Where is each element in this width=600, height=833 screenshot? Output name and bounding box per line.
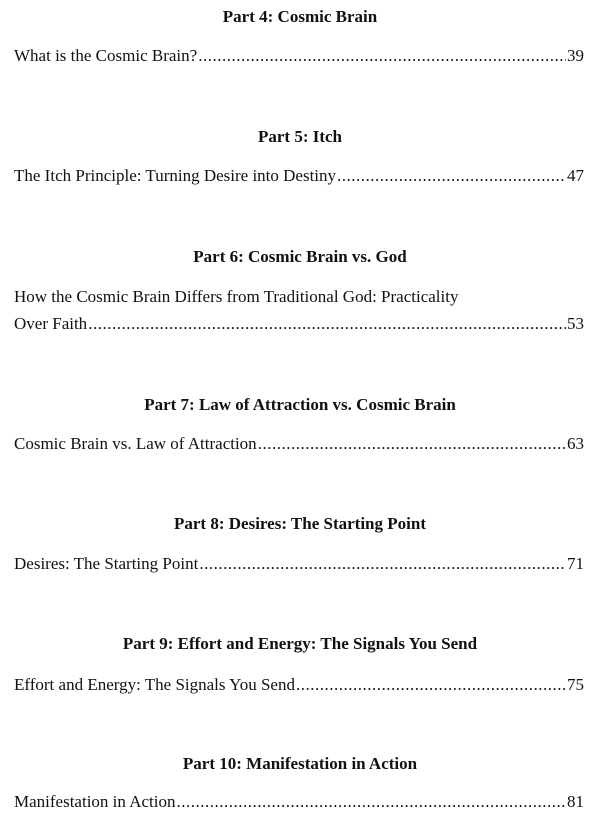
toc-entry-part-10[interactable] — [14, 792, 584, 812]
leader-dots — [337, 166, 566, 186]
part-6-heading: Part 6: Cosmic Brain vs. God — [193, 247, 407, 266]
toc-entry-part-8[interactable] — [14, 554, 584, 574]
toc-entry-page-number: 81 — [567, 792, 584, 811]
toc-entry-title: Manifestation in Action — [14, 792, 176, 811]
part-7-heading: Part 7: Law of Attraction vs. Cosmic Brain — [144, 395, 456, 414]
part-8-heading: Part 8: Desires: The Starting Point — [174, 514, 426, 533]
toc-entry-part-9[interactable] — [14, 675, 584, 695]
toc-entry-part-7[interactable] — [14, 434, 584, 454]
leader-dots — [199, 554, 566, 574]
toc-entry-part-6[interactable] — [14, 287, 584, 334]
toc-entry-title-line-1: How the Cosmic Brain Differs from Traditional God: Practicality — [14, 287, 459, 306]
part-5-heading: Part 5: Itch — [257, 127, 343, 146]
part-9-heading: Part 9: Effort and Energy: The Signals You Send — [122, 634, 478, 653]
toc-entry-page-number: 63 — [567, 434, 584, 453]
leader-dots — [258, 434, 566, 454]
leader-dots — [88, 314, 566, 334]
part-10-heading: Part 10: Manifestation in Action — [182, 754, 418, 773]
leader-dots — [198, 46, 566, 66]
toc-entry-title: The Itch Principle: Turning Desire into Destiny — [14, 166, 337, 185]
toc-entry-title: Over Faith — [14, 314, 88, 333]
leader-dots — [176, 792, 566, 812]
toc-entry-page-number: 75 — [567, 675, 584, 694]
toc-entry-page-number: 47 — [567, 166, 584, 185]
toc-entry-page-number: 39 — [567, 46, 584, 65]
toc-entry-title: Cosmic Brain vs. Law of Attraction — [14, 434, 257, 453]
toc-entry-title: Effort and Energy: The Signals You Send — [14, 675, 295, 694]
part-4-heading: Part 4: Cosmic Brain — [222, 7, 378, 26]
toc-entry-title: What is the Cosmic Brain? — [14, 46, 198, 65]
toc-entry-part-4[interactable] — [14, 46, 584, 66]
toc-entry-page-number: 71 — [567, 554, 584, 573]
toc-entry-part-5[interactable] — [14, 166, 584, 186]
toc-entry-title: Desires: The Starting Point — [14, 554, 199, 573]
leader-dots — [296, 675, 566, 695]
toc-entry-page-number: 53 — [567, 314, 584, 333]
